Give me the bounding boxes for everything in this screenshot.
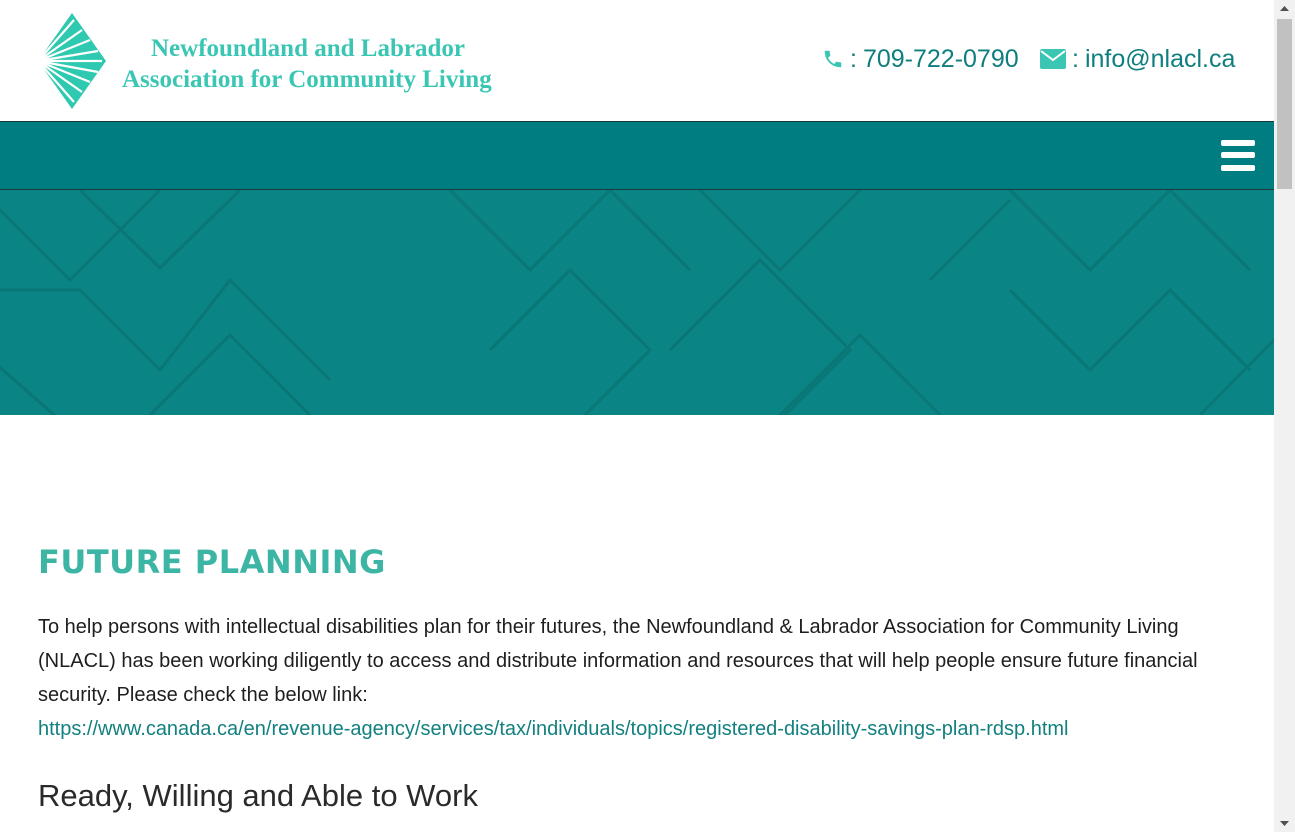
main-navbar (0, 121, 1274, 190)
main-content (38, 540, 1238, 816)
section-heading: Ready, Willing and Able to Work (38, 778, 478, 813)
scrollbar-thumb[interactable] (1277, 19, 1292, 189)
scroll-down-arrow-icon[interactable] (1274, 815, 1295, 832)
hero-banner (0, 190, 1274, 415)
email-separator: : (1072, 44, 1079, 73)
envelope-icon (1040, 49, 1066, 69)
phone-contact[interactable] (822, 42, 1019, 76)
banner-pattern (0, 190, 1274, 415)
phone-separator: : (850, 44, 857, 73)
site-header (0, 0, 1274, 121)
scroll-up-arrow-icon[interactable] (1274, 0, 1295, 17)
hamburger-menu-icon[interactable] (1221, 140, 1255, 171)
org-name-line1: Newfoundland and Labrador (151, 35, 465, 62)
nlacl-logo[interactable] (36, 12, 108, 110)
phone-icon (822, 48, 844, 70)
email-contact[interactable] (1040, 42, 1235, 76)
intro-paragraph: To help persons with intellectual disabilities plan for their futures, the Newfoundland & Labrador Association for Community Living (NLACL) has been working diligently to access and distribute information and resources that will help people ensure future financial security. Please check the below link: (38, 616, 1198, 706)
phone-number[interactable]: 709-722-0790 (862, 44, 1019, 73)
email-address[interactable]: info@nlacl.ca (1084, 44, 1236, 73)
vertical-scrollbar[interactable] (1274, 0, 1295, 832)
org-name-line2: Association for Community Living (122, 66, 492, 93)
page-title: FUTURE PLANNING (38, 543, 386, 581)
rdsp-link[interactable]: https://www.canada.ca/en/revenue-agency/services/tax/individuals/topics/registered-disability-savings-plan-rdsp.html (38, 718, 1069, 740)
